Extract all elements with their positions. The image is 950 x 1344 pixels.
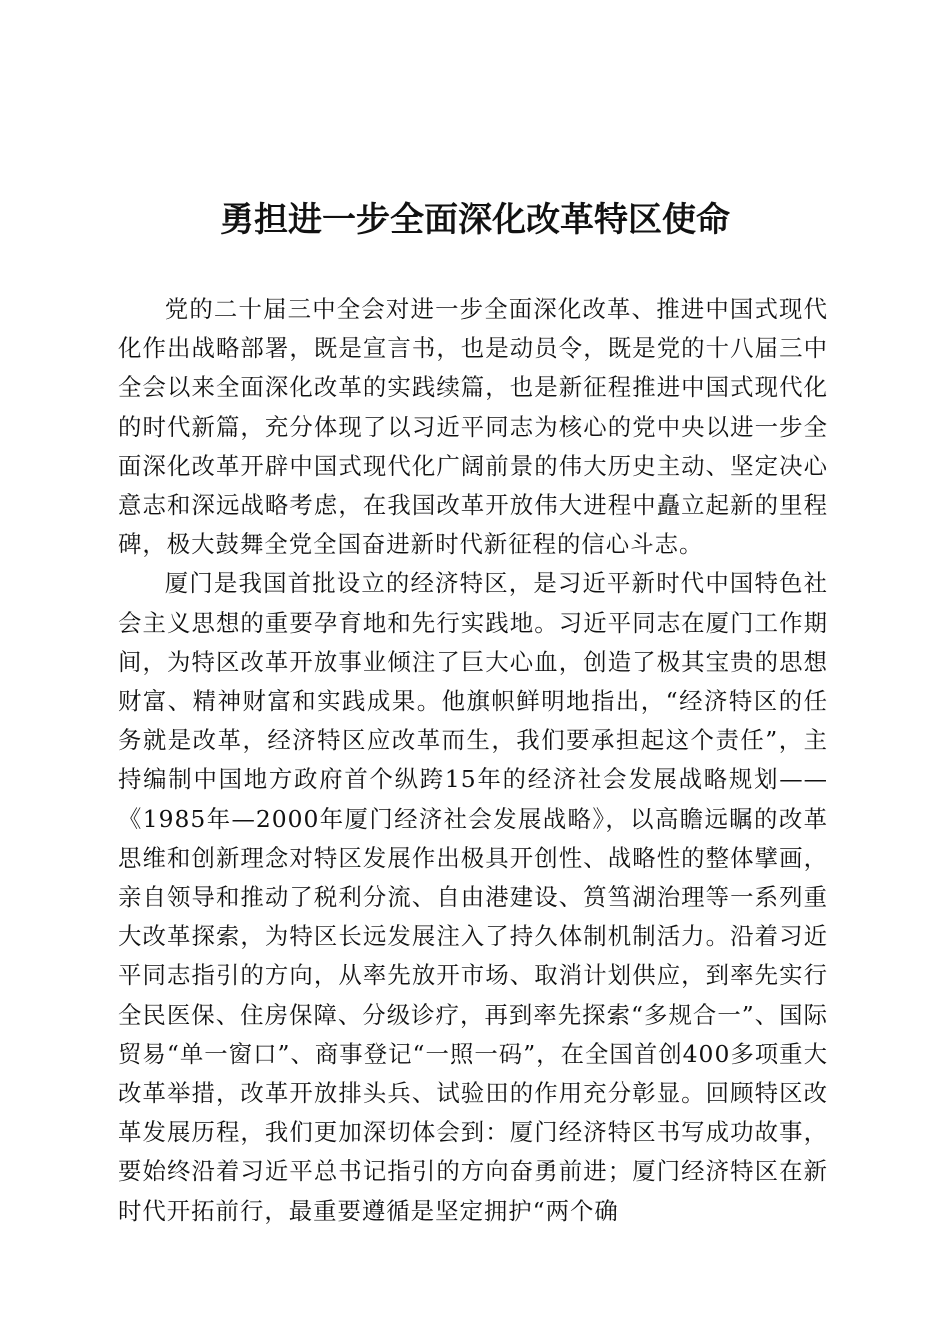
document-body [118, 290, 828, 1231]
paragraph-1: 党的二十届三中全会对进一步全面深化改革、推进中国式现代化作出战略部署，既是宣言书，也是动员令，既是党的十八届三中全会以来全面深化改革的实践续篇，也是新征程推进中国式现代化的时代新篇，充分体现了以习近平同志为核心的党中央以进一步全面深化改革开辟中国式现代化广阔前景的伟大历史主动、坚定决心意志和深远战略考虑，在我国改革开放伟大进程中矗立起新的里程碑，极大鼓舞全党全国奋进新时代新征程的信心斗志。 [118, 295, 828, 559]
paragraph-2: 厦门是我国首批设立的经济特区，是习近平新时代中国特色社会主义思想的重要孕育地和先行实践地。习近平同志在厦门工作期间，为特区改革开放事业倾注了巨大心血，创造了极其宝贵的思想财富、精神财富和实践成果。他旗帜鲜明地指出，“经济特区的任务就是改革，经济特区应改革而生，我们要承担起这个责任”，主持编制中国地方政府首个纵跨15年的经济社会发展战略规划——《1985年—2000年厦门经济社会发展战略》，以高瞻远瞩的改革思维和创新理念对特区发展作出极具开创性、战略性的整体擘画，亲自领导和推动了税利分流、自由港建设、筼筜湖治理等一系列重大改革探索，为特区长远发展注入了持久体制机制活力。沿着习近平同志指引的方向，从率先放开市场、取消计划供应，到率先实行全民医保、住房保障、分级诊疗，再到率先探索“多规合一”、国际贸易“单一窗口”、商事登记“一照一码”，在全国首创400多项重大改革举措，改革开放排头兵、试验田的作用充分彰显。回顾特区改革发展历程，我们更加深切体会到：厦门经济特区书写成功故事，要始终沿着习近平总书记指引的方向奋勇前进；厦门经济特区在新时代开拓前行，最重要遵循是坚定拥护“两个确 [118, 569, 828, 1225]
document-title: 勇担进一步全面深化改革特区使命 [220, 200, 730, 240]
